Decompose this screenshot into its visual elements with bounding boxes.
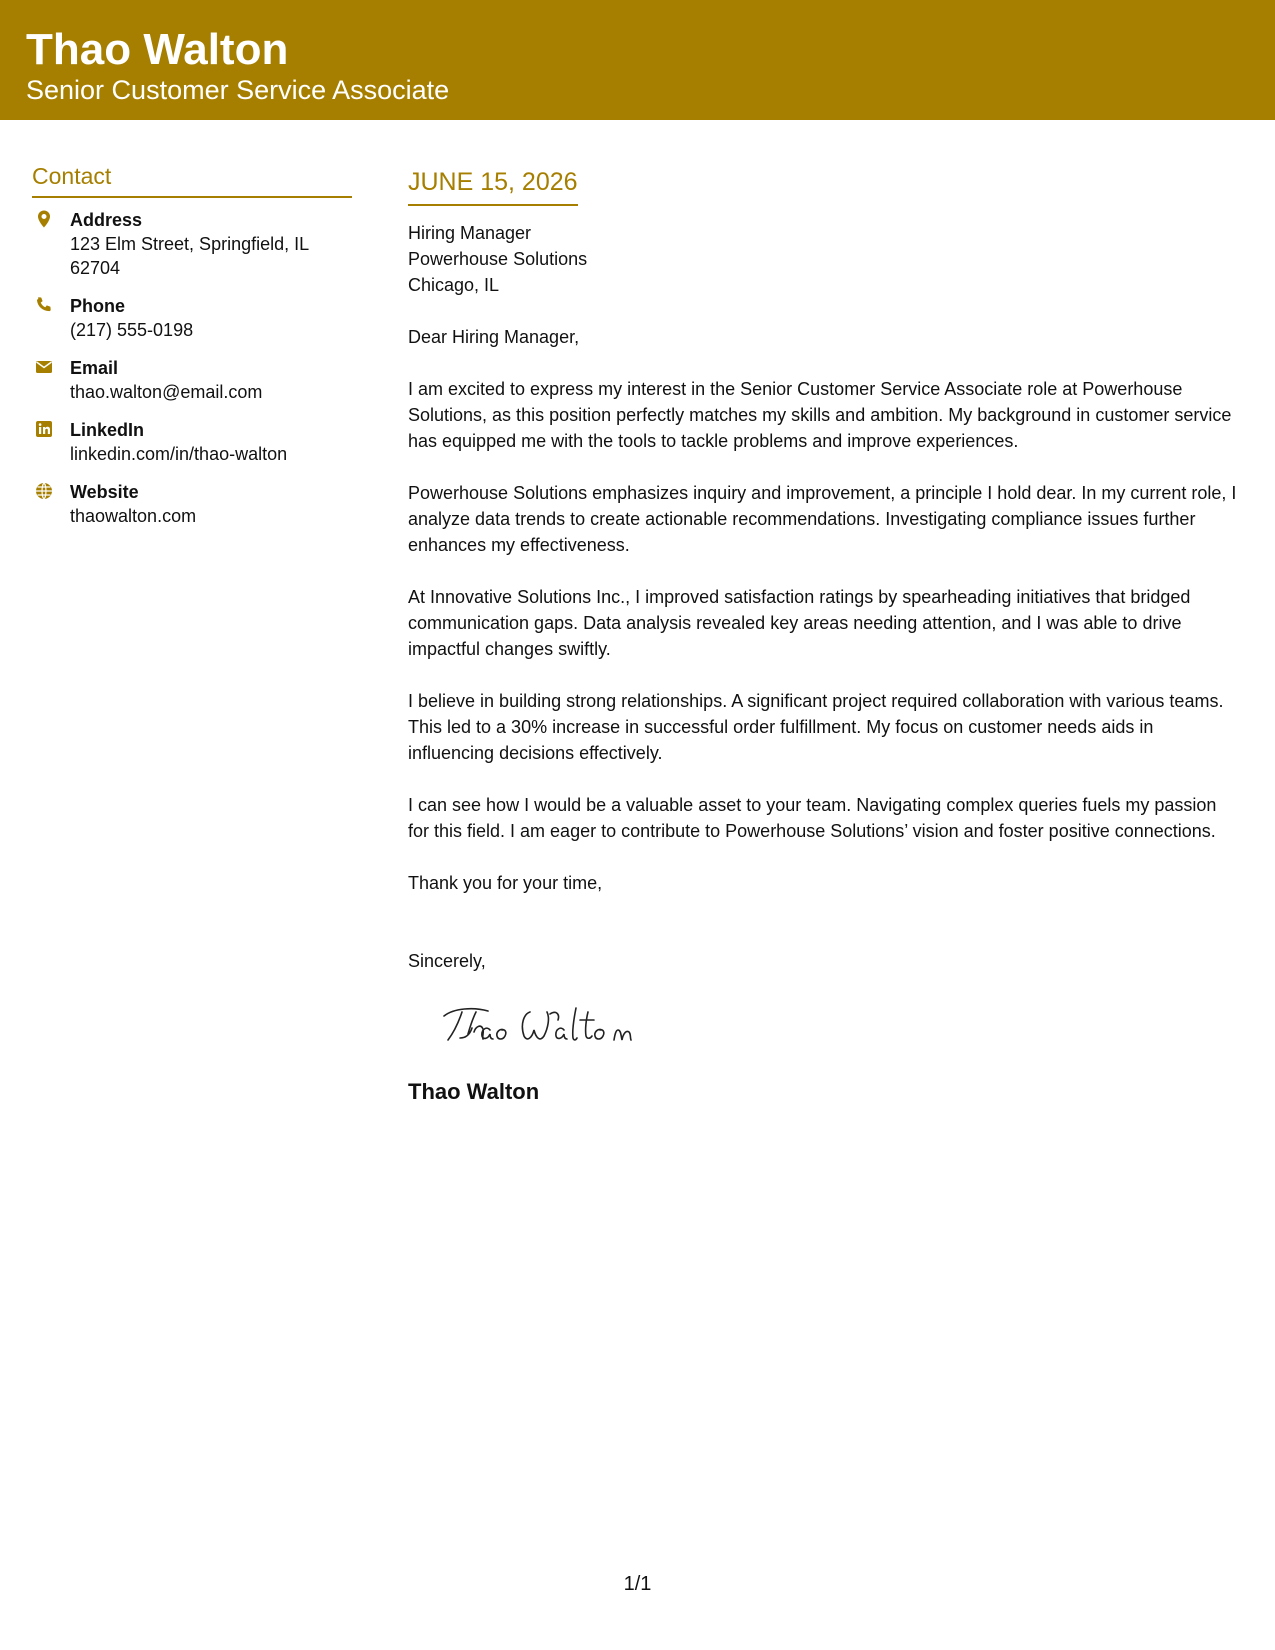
envelope-icon [34, 357, 54, 377]
letter-paragraph: Powerhouse Solutions emphasizes inquiry and improvement, a principle I hold dear. In my current role, I analyze data trends to create actionable recommendations. Investigating compliance issues further enhances my effectiveness. [408, 483, 1237, 555]
contact-item-phone [32, 294, 352, 342]
contact-label: Website [70, 482, 139, 502]
linkedin-icon [34, 419, 54, 439]
globe-icon [34, 481, 54, 501]
candidate-title: Senior Customer Service Associate [26, 75, 450, 105]
header-banner [0, 0, 1275, 120]
handwritten-signature [438, 996, 658, 1052]
letter-paragraph: I am excited to express my interest in the Senior Customer Service Associate role at Powerhouse Solutions, as this position perfectly matches my skills and ambition. My background in customer service has equipped me with the tools to tackle problems and improve experiences. [408, 379, 1232, 451]
contact-value: thao.walton@email.com [70, 382, 263, 402]
contact-list [32, 208, 352, 528]
contact-label: Address [70, 210, 143, 230]
contact-value: 62704 [70, 258, 121, 278]
contact-heading: Contact [32, 160, 352, 198]
signer-name: Thao Walton [408, 1079, 540, 1104]
recipient-line: Hiring Manager [408, 223, 532, 243]
contact-value: thaowalton.com [70, 506, 197, 526]
contact-item-email [32, 356, 352, 404]
contact-sidebar [32, 160, 352, 542]
contact-label: Phone [70, 296, 126, 316]
recipient-line: Powerhouse Solutions [408, 249, 588, 269]
contact-label: Email [70, 358, 119, 378]
map-pin-icon [34, 209, 54, 229]
letter-body [408, 164, 1238, 1107]
recipient-block [408, 220, 1238, 298]
letter-date: JUNE 15, 2026 [408, 164, 578, 206]
signoff: Sincerely, [408, 951, 486, 971]
letter-paragraph: I believe in building strong relationships. A significant project required collaboration with various teams. This led to a 30% increase in successful order fulfillment. My focus on customer needs aids in influencing decisions effectively. [408, 691, 1224, 763]
closing-line: Thank you for your time, [408, 873, 603, 893]
contact-value: (217) 555-0198 [70, 320, 194, 340]
contact-value: linkedin.com/in/thao-walton [70, 444, 288, 464]
recipient-line: Chicago, IL [408, 275, 500, 295]
contact-item-address [32, 208, 352, 280]
contact-value: 123 Elm Street, Springfield, IL [70, 234, 310, 254]
contact-label: LinkedIn [70, 420, 145, 440]
contact-item-website [32, 480, 352, 528]
salutation: Dear Hiring Manager, [408, 327, 580, 347]
letter-paragraph: At Innovative Solutions Inc., I improved satisfaction ratings by spearheading initiatives that bridged communication gaps. Data analysis revealed key areas needing attention, and I was able to drive impactful changes swiftly. [408, 587, 1191, 659]
letter-paragraph: I can see how I would be a valuable asset to your team. Navigating complex queries fuels my passion for this field. I am eager to contribute to Powerhouse Solutions’ vision and foster positive connections. [408, 795, 1217, 841]
phone-icon [34, 295, 54, 315]
candidate-name: Thao Walton [26, 25, 289, 74]
page-number: 1/1 [623, 1573, 652, 1595]
contact-item-linkedin [32, 418, 352, 466]
